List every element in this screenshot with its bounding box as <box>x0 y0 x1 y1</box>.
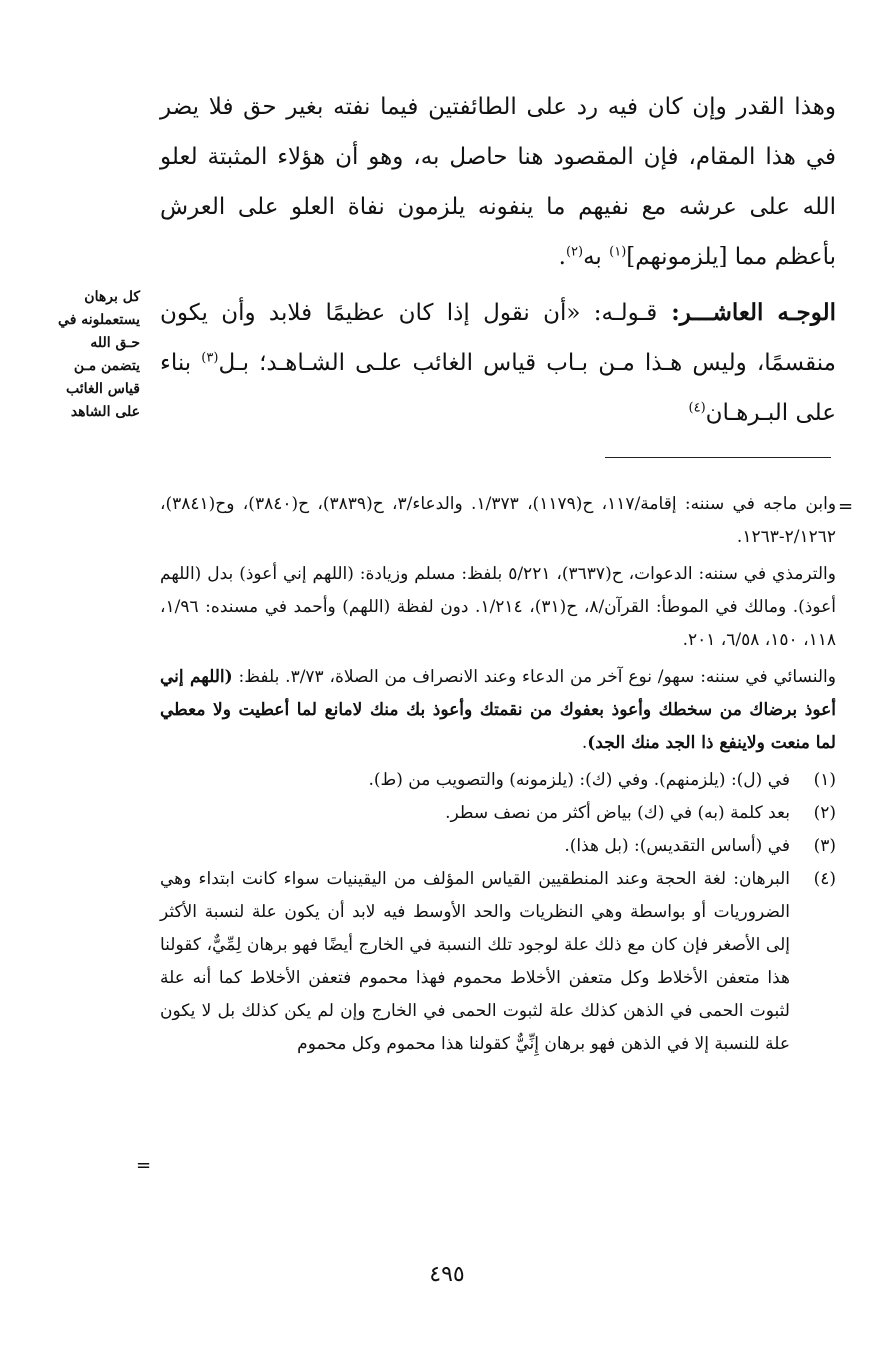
hadith-quote: (اللهم إني أعوذ برضاك من سخطك وأعوذ بعفوك من نقمتك وأعوذ بك منك لامانع لما أعطيت ولا معطي لما منعت ولاينفع ذا الجد منك الجد) <box>160 667 836 753</box>
margin-note-line: يستعملونه في <box>58 312 140 328</box>
paragraph-1 <box>160 82 836 282</box>
footnote-item <box>160 797 836 830</box>
margin-note-line: حـق الله <box>90 335 140 351</box>
paragraph-2-mid: بناء على البـرهـان <box>160 350 836 426</box>
footnote-ref-4[interactable]: (٤) <box>688 400 706 416</box>
footnote-number: (١) <box>813 770 836 790</box>
section-heading: الوجـه العاشـــر: <box>657 299 837 326</box>
margin-note-line: على الشاهد <box>70 404 140 420</box>
footnote-item <box>160 830 836 863</box>
margin-note-line: يتضمن مـن <box>73 358 140 374</box>
footnote-text: في (ل): (يلزمنهم). وفي (ك): (يلزمونه) والتصويب من (ط). <box>368 770 790 790</box>
paragraph-1-tail: به <box>583 244 610 270</box>
footnote-ref-3[interactable]: (٣) <box>201 350 219 366</box>
footnotes-section <box>160 488 836 1061</box>
margin-note <box>40 286 140 424</box>
footnote-end-continuation-mark: = <box>136 1155 152 1176</box>
footnote-number: (٣) <box>813 836 836 856</box>
paragraph-2-text: قـولـه: «أن نقول إذا كان عظيمًا فلابد وأن يكون منقسمًا، وليس هـذا مـن بـاب قياس الغائب علـى الشـاهـد؛ بـل <box>160 300 836 376</box>
footnote-continuation-block <box>160 661 836 760</box>
footnote-item <box>160 764 836 797</box>
footnote-text: بعد كلمة (به) في (ك) بياض أكثر من نصف سطر. <box>445 803 790 823</box>
footnote-item <box>160 863 836 1061</box>
footnote-continuation-block: وابن ماجه في سننه: إقامة/١١٧، ح(١١٧٩)، ١/٣٧٣. والدعاء/٣، ح(٣٨٣٩)، ح(٣٨٤٠)، وح(٣٨٤١)، ٢/١٢٦٢-١٢٦٣. <box>160 494 837 547</box>
paragraph-1-end: . <box>558 244 566 270</box>
paragraph-2 <box>160 288 836 438</box>
main-body-text <box>160 82 836 438</box>
paragraph-1-text: وهذا القدر وإن كان فيه رد على الطائفتين فيما نفته بغير حق فلا يضر في هذا المقام، فإن المقصود هنا حاصل به، وهو أن هؤلاء المثبتة لعلو الله على عرشه مع نفيهم ما ينفونه يلزمون نفاة العلو على العرش بأعظم مما [يلزمونهم] <box>160 94 836 270</box>
footnote-text: البرهان: لغة الحجة وعند المنطقيين القياس المؤلف من اليقينيات سواء كانت ابتداء وهي الضروريات أو بواسطة وهي النظريات والحد الأوسط فيه لابد أن يكون علة لنسبة الأكثر إلى الأصغر فإن كان مع ذلك علة لوجود تلك النسبة في الخارج أيضًا فهو برهان لِمِّيٌّ، كقولنا هذا متعفن الأخلاط وكل متعفن الأخلاط محموم فهذا محموم فتعفن الأخلاط كما أنه علة لثبوت الحمى في الذهن كذلك علة لثبوت الحمى في الخارج وإن لم يكن كذلك بل لا يكون علة للنسبة إلا في الذهن فهو برهان إِنِّيٌّ كقولنا هذا محموم وكل محموم <box>160 869 790 1054</box>
footnote-number: (٢) <box>813 803 836 823</box>
footnote-continuation-block: والترمذي في سننه: الدعوات، ح(٣٦٣٧)، ٥/٢٢١ بلفظ: مسلم وزيادة: (اللهم إني أعوذ) بدل (اللهم أعوذ). ومالك في الموطأ: القرآن/٨، ح(٣١)، ١/٢١٤. دون لفظة (اللهم) وأحمد في مسنده: ١/٩٦، ١١٨، ١٥٠، ٦/٥٨، ٢٠١. <box>160 564 837 650</box>
margin-note-line: كل برهان <box>84 289 140 305</box>
footnote-ref-1[interactable]: (١) <box>609 244 627 260</box>
margin-note-line: قياس الغائب <box>66 381 140 397</box>
page-number: ٤٩٥ <box>429 1262 465 1287</box>
footnote-number: (٤) <box>813 869 836 889</box>
footnote-block3-end: . <box>581 733 588 753</box>
footnote-block3-start: والنسائي في سننه: سهو/ نوع آخر من الدعاء وعند الانصراف من الصلاة، ٣/٧٣. بلفظ: <box>232 667 836 687</box>
footnote-continuation-mark: = <box>838 496 854 517</box>
footnote-separator <box>605 457 831 458</box>
footnote-ref-2[interactable]: (٢) <box>565 244 584 260</box>
footnote-text: في (أساس التقديس): (بل هذا). <box>564 836 790 856</box>
